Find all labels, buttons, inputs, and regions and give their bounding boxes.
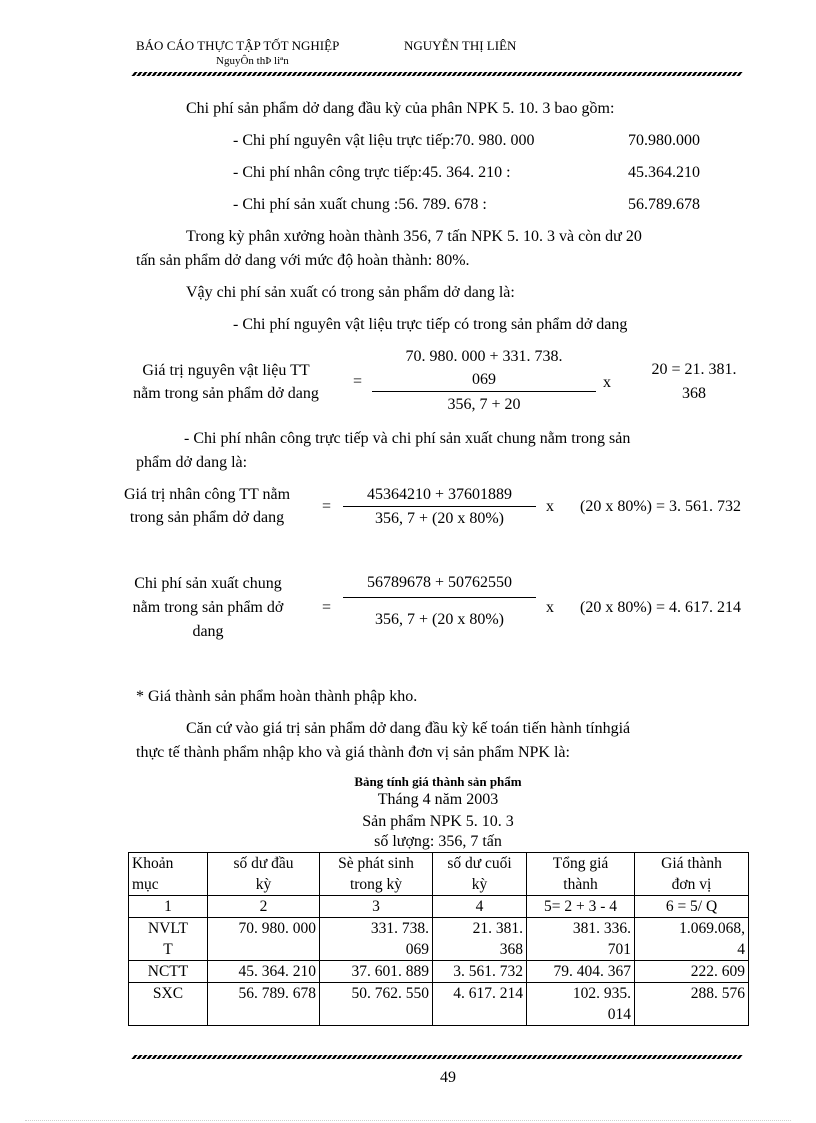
formula-2-fraction-bar xyxy=(343,506,536,507)
table-cell: 70. 980. 000 xyxy=(208,918,320,961)
paragraph-2-line-2: tấn sản phẩm dở dang với mức độ hoàn thành: 80%. xyxy=(136,252,470,269)
footer-rule xyxy=(131,1055,742,1059)
formula-2-equals: = xyxy=(322,498,332,515)
table-header-row xyxy=(129,853,749,896)
paragraph-1: Chi phí sản phẩm dở dang đầu kỳ của phân NPK 5. 10. 3 bao gồm: xyxy=(186,100,615,117)
index-cell: 4 xyxy=(433,896,527,918)
formula-1-result-line-1: 20 = 21. 381. xyxy=(651,361,737,378)
formula-2-denominator: 356, 7 + (20 x 80%) xyxy=(374,510,504,527)
table-index-row xyxy=(129,896,749,918)
formula-1-numerator-line-2: 069 xyxy=(472,371,496,388)
formula-3-fraction-bar xyxy=(343,597,536,598)
formula-2-times: x xyxy=(546,498,554,515)
table-cell: 56. 789. 678 xyxy=(208,983,320,1026)
table-cell: 79. 404. 367 xyxy=(527,961,635,983)
formula-3-equals: = xyxy=(322,599,332,616)
table-cell: 102. 935. 014 xyxy=(527,983,635,1026)
header-rule xyxy=(131,72,742,76)
formula-3-label-line-2: nằm trong sản phẩm dở xyxy=(132,599,284,616)
formula-1-fraction-bar xyxy=(372,391,596,392)
index-cell: 3 xyxy=(320,896,433,918)
table-cell: NCTT xyxy=(129,961,208,983)
formula-1-label-line-2: nằm trong sản phẩm dở dang xyxy=(133,385,319,402)
item-value-3: 56.789.678 xyxy=(628,196,700,213)
formula-1-equals: = xyxy=(353,373,363,390)
formula-3-times: x xyxy=(546,599,554,616)
page-bottom-dots xyxy=(25,1120,791,1121)
table-cell: 331. 738. 069 xyxy=(320,918,433,961)
item-label-1: - Chi phí nguyên vật liệu trực tiếp:70. 980. 000 xyxy=(233,132,535,149)
item-label-3: - Chi phí sản xuất chung :56. 789. 678 : xyxy=(233,196,487,213)
formula-2-result: (20 x 80%) = 3. 561. 732 xyxy=(580,498,742,515)
table-title: Bảng tính giá thành sản phẩm xyxy=(354,774,522,789)
table-cell: 37. 601. 889 xyxy=(320,961,433,983)
formula-1-result-line-2: 368 xyxy=(682,385,706,402)
index-cell: 2 xyxy=(208,896,320,918)
item-value-2: 45.364.210 xyxy=(628,164,700,181)
formula-3-result: (20 x 80%) = 4. 617. 214 xyxy=(580,599,742,616)
header-cell: Tổng giá thành xyxy=(527,853,635,896)
formula-1-times: x xyxy=(603,374,611,391)
header-left: BÁO CÁO THỰC TẬP TỐT NGHIỆP xyxy=(136,38,340,53)
cost-table xyxy=(128,852,749,1026)
index-cell: 5= 2 + 3 - 4 xyxy=(527,896,635,918)
index-cell: 1 xyxy=(129,896,208,918)
table-cell: 3. 561. 732 xyxy=(433,961,527,983)
header-right: NGUYỄN THỊ LIÊN xyxy=(404,38,517,53)
header-cell: số dư cuối kỳ xyxy=(433,853,527,896)
table-row xyxy=(129,983,749,1026)
table-row xyxy=(129,961,749,983)
table-cell: SXC xyxy=(129,983,208,1026)
header-cell: số dư đầu kỳ xyxy=(208,853,320,896)
header-cell: Khoản mục xyxy=(129,853,208,896)
item-value-1: 70.980.000 xyxy=(628,132,700,149)
table-subtitle-1: Tháng 4 năm 2003 xyxy=(377,791,499,808)
paragraph-5-line-2: phẩm dở dang là: xyxy=(136,454,248,471)
paragraph-3: Vậy chi phí sản xuất có trong sản phẩm dở dang là: xyxy=(186,284,515,301)
formula-3-label-line-1: Chi phí sản xuất chung xyxy=(134,575,282,592)
formula-1-numerator-line-1: 70. 980. 000 + 331. 738. xyxy=(405,348,563,365)
header-cell: Giá thành đơn vị xyxy=(635,853,749,896)
paragraph-7-line-1: Căn cứ vào giá trị sản phẩm dở dang đầu kỳ kế toán tiến hành tínhgiá xyxy=(186,720,631,737)
table-row xyxy=(129,918,749,961)
formula-3-denominator: 356, 7 + (20 x 80%) xyxy=(374,611,504,628)
table-cell: 50. 762. 550 xyxy=(320,983,433,1026)
item-label-2: - Chi phí nhân công trực tiếp:45. 364. 210 : xyxy=(233,164,511,181)
index-cell: 6 = 5/ Q xyxy=(635,896,749,918)
table-cell: 222. 609 xyxy=(635,961,749,983)
table-cell: 45. 364. 210 xyxy=(208,961,320,983)
table-cell: 21. 381. 368 xyxy=(433,918,527,961)
table-subtitle-2: Sản phẩm NPK 5. 10. 3 xyxy=(362,813,514,830)
table-cell: 288. 576 xyxy=(635,983,749,1026)
header-sub: NguyÔn thÞ liªn xyxy=(216,55,289,67)
formula-3-label-line-3: dang xyxy=(192,623,224,640)
paragraph-7-line-2: thực tế thành phẩm nhập kho và giá thành đơn vị sản phẩm NPK là: xyxy=(136,744,570,761)
paragraph-4: - Chi phí nguyên vật liệu trực tiếp có trong sản phẩm dở dang xyxy=(233,316,628,333)
formula-1-denominator: 356, 7 + 20 xyxy=(447,396,521,413)
table-cell: 1.069.068, 4 xyxy=(635,918,749,961)
page-number: 49 xyxy=(440,1069,456,1086)
paragraph-2-line-1: Trong kỳ phân xưởng hoàn thành 356, 7 tấn NPK 5. 10. 3 và còn dư 20 xyxy=(186,228,642,245)
formula-3-numerator: 56789678 + 50762550 xyxy=(366,574,513,591)
paragraph-6: * Giá thành sản phẩm hoàn thành phập kho. xyxy=(136,688,418,705)
formula-2-numerator: 45364210 + 37601889 xyxy=(366,486,513,503)
formula-2-label-line-2: trong sản phẩm dở dang xyxy=(129,509,285,526)
formula-1-label-line-1: Giá trị nguyên vật liệu TT xyxy=(142,362,310,379)
formula-2-label-line-1: Giá trị nhân công TT nằm xyxy=(123,486,291,503)
header-cell: Sè phát sinh trong kỳ xyxy=(320,853,433,896)
paragraph-5-line-1: - Chi phí nhân công trực tiếp và chi phí sản xuất chung nằm trong sản xyxy=(184,430,631,447)
table-cell: 381. 336. 701 xyxy=(527,918,635,961)
table-cell: NVLT T xyxy=(129,918,208,961)
table-subtitle-3: số lượng: 356, 7 tấn xyxy=(374,833,502,850)
table-cell: 4. 617. 214 xyxy=(433,983,527,1026)
